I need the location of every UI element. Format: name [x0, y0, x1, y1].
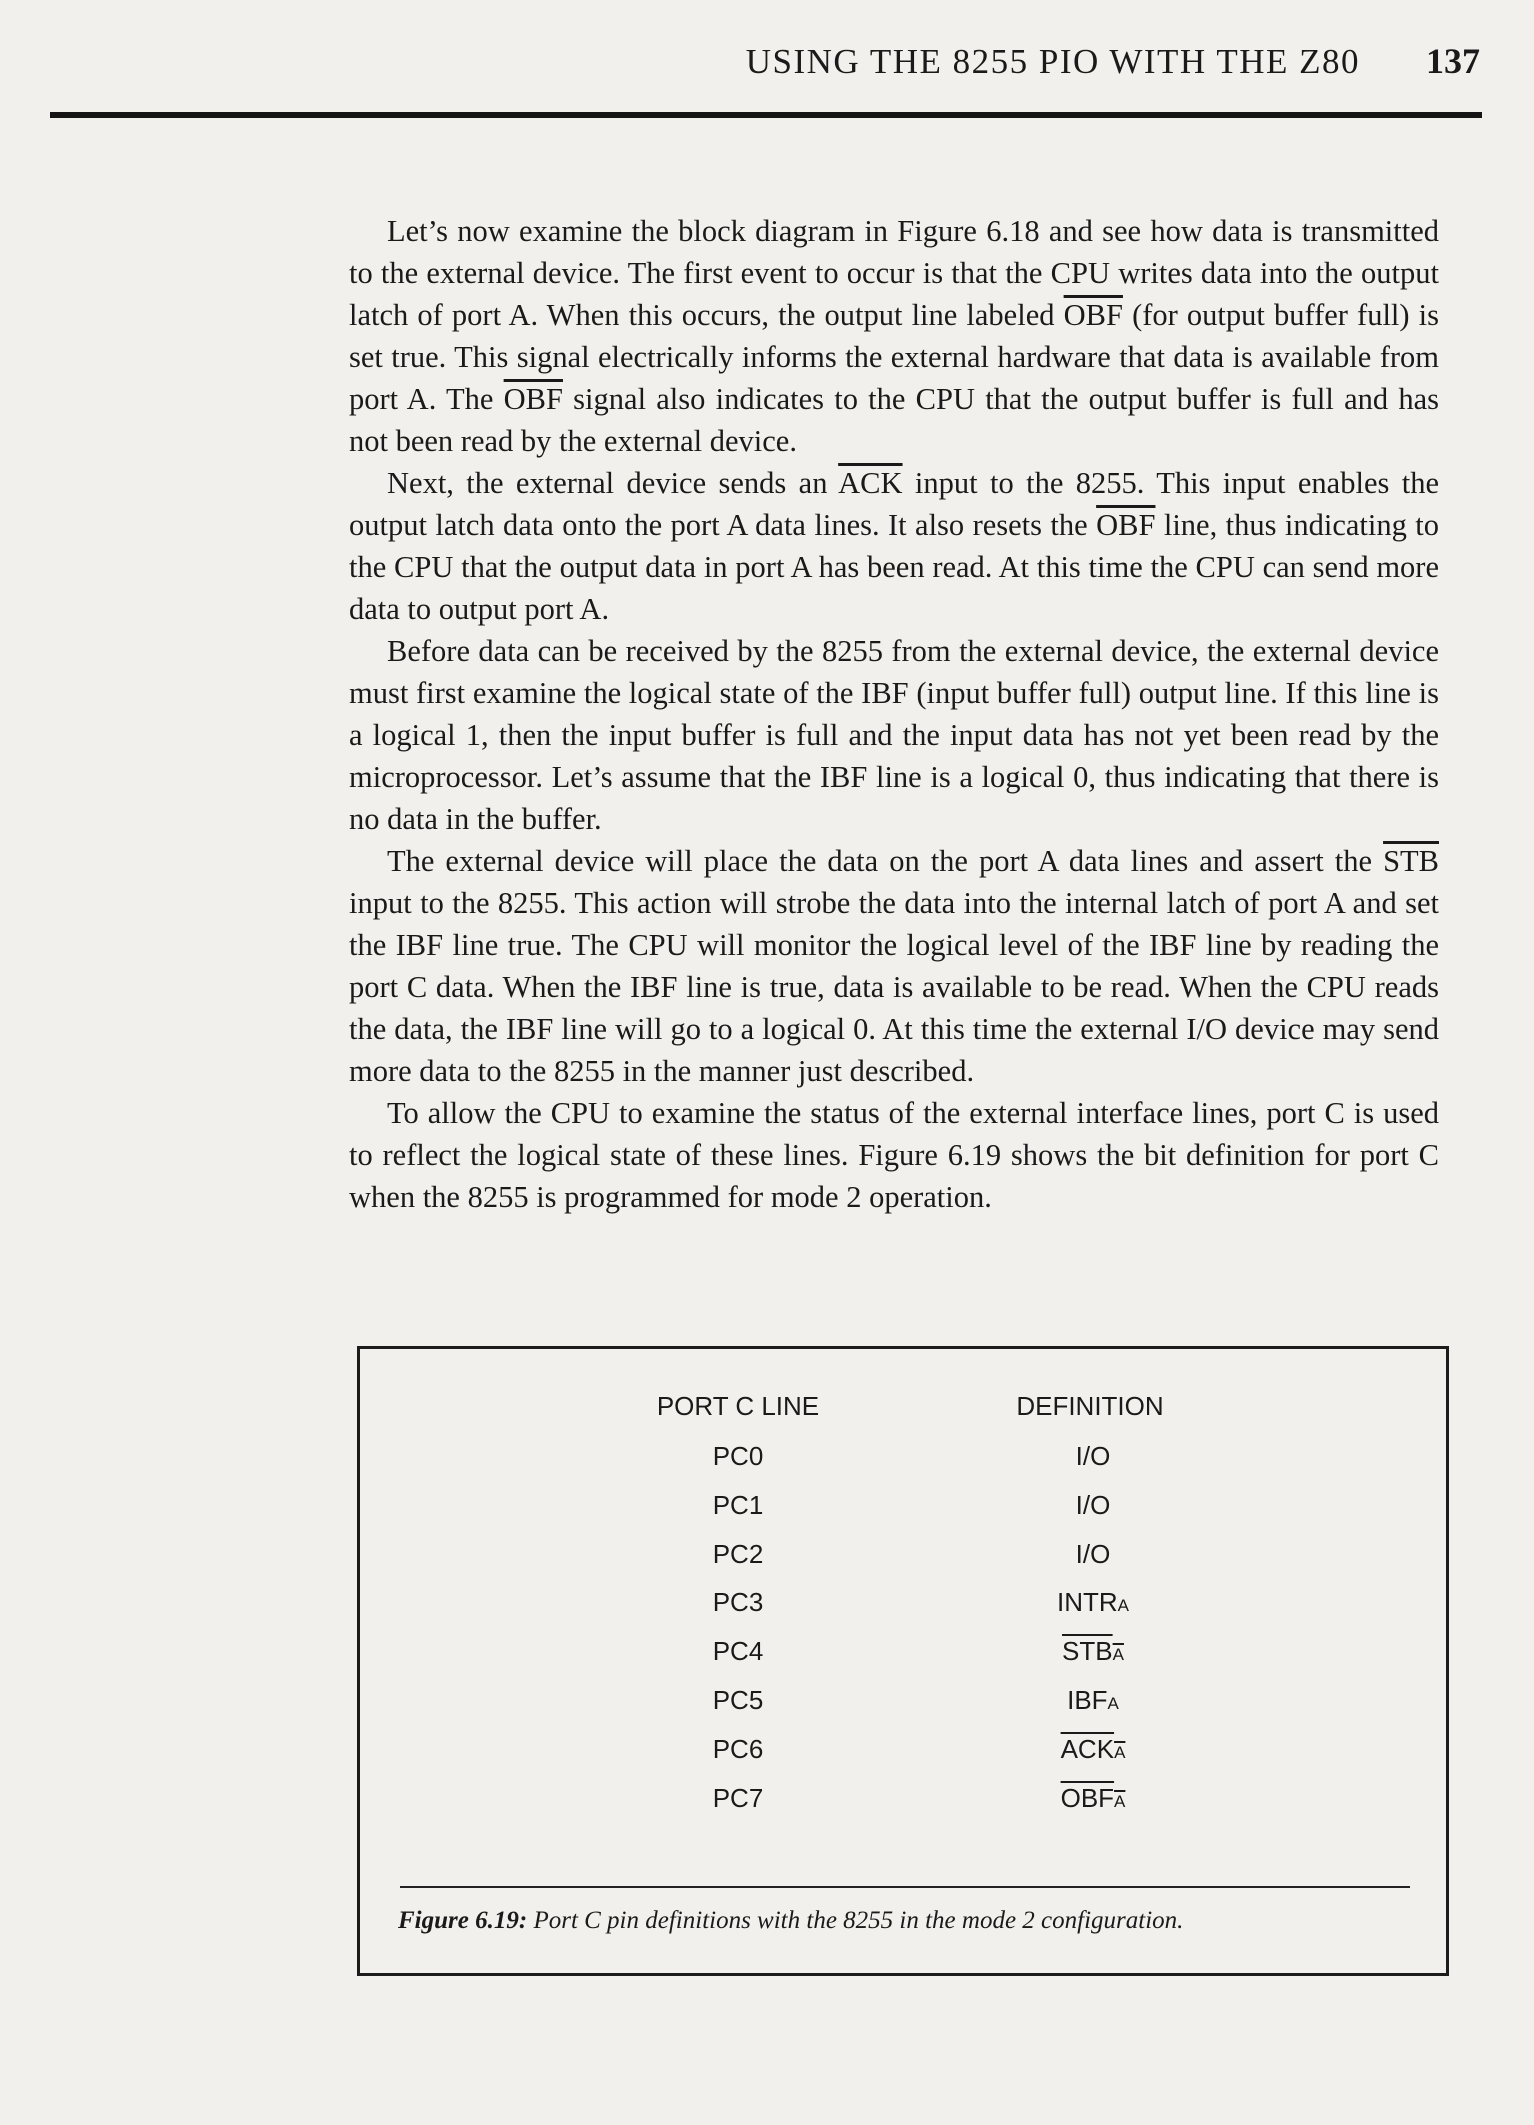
pin-definition-signal: I/O	[1075, 1489, 1111, 1520]
pin-line: PC1	[712, 1489, 764, 1520]
paragraph	[349, 1092, 1439, 1218]
signal-name-overlined: $\overline{OBF}$	[503, 382, 563, 416]
signal-name-overlined: $\overline{ACK}$	[838, 466, 903, 500]
pin-definition-signal: I/O	[1075, 1441, 1111, 1471]
figure-caption	[398, 1907, 1418, 1935]
running-title: USING THE 8255 PIO WITH THE Z80	[745, 42, 1360, 81]
pin-definition-signal: OBF	[1060, 1782, 1115, 1813]
pin-definition-signal: IBF	[1067, 1685, 1108, 1715]
pin-row	[360, 1685, 1446, 1725]
pin-definition	[1028, 1783, 1158, 1814]
page-number: 137	[1426, 41, 1480, 81]
pin-line: PC2	[712, 1538, 764, 1569]
paragraph-text: Before data can be received by the 8255 from the external device, the external device must first examine the logical state of the IBF (input buffer full) output line. If this line is a logical 1, then the input buffer is full and the input data has not yet been read by the microprocessor. Let’s assume that the IBF line is a logical 0, thus indicating that there is no data in the buffer.	[349, 634, 1439, 836]
column-header-port-c-line: PORT C LINE	[656, 1391, 820, 1421]
signal-name-overlined: $\overline{OBF}$	[1063, 298, 1123, 332]
header-rule	[50, 112, 1482, 118]
pin-definition	[1028, 1587, 1158, 1618]
signal-name-overlined: $\overline{STB}$	[1383, 844, 1439, 878]
caption-rule	[400, 1886, 1410, 1888]
pin-line: PC5	[712, 1685, 764, 1715]
pin-definition-signal: INTR	[1056, 1587, 1118, 1618]
column-header-definition: DEFINITION	[1016, 1391, 1164, 1421]
pin-definition-port-suffix: A	[1107, 1694, 1119, 1713]
pin-row	[360, 1783, 1446, 1823]
paragraph	[349, 840, 1439, 1092]
pin-line: PC6	[712, 1733, 764, 1764]
paragraph-text: input to the 8255. This action will strobe the data into the internal latch of port A and set the IBF line true. The CPU will monitor the logical level of the IBF line by reading the port C data. When the IBF line is true, data is available to be read. When the CPU reads the data, the IBF line will go to a logical 0. At this time the external I/O device may send more data to the 8255 in the manner just described.	[349, 886, 1439, 1088]
paragraph	[349, 462, 1439, 630]
figure-caption-label: Figure 6.19:	[398, 1907, 528, 1934]
pin-definition	[1028, 1441, 1158, 1472]
pin-definition	[1028, 1734, 1158, 1765]
paragraph	[349, 630, 1439, 840]
page-header	[50, 40, 1480, 100]
pin-line: PC0	[712, 1441, 764, 1471]
paragraph-text: The external device will place the data on the port A data lines and assert the	[387, 844, 1384, 878]
pin-row	[360, 1539, 1446, 1579]
pin-row	[360, 1441, 1446, 1481]
paragraph-text: Let’s now examine the block diagram in Figure 6.18 and see how data is transmitted to the external device. The first event to occur is that the CPU writes data into the output latch of port A. When this occurs, the output line labeled	[349, 214, 1439, 332]
pin-definition-signal: I/O	[1075, 1538, 1111, 1569]
pin-definition	[1028, 1490, 1158, 1521]
pin-line: PC4	[712, 1636, 764, 1667]
paragraph-text: Next, the external device sends an	[387, 466, 839, 500]
paragraph-text: (for output buffer full) is set true. This signal electrically informs the external hardware that data is available from port A. The	[349, 298, 1439, 416]
pin-line: PC3	[712, 1587, 764, 1618]
pin-row	[360, 1734, 1446, 1774]
body-text	[349, 210, 1439, 1218]
pin-definition-signal: STB	[1062, 1636, 1113, 1667]
signal-name-overlined: $\overline{OBF}$	[1096, 508, 1156, 542]
paragraph-text: To allow the CPU to examine the status of the external interface lines, port C is used to reflect the logical state of these lines. Figure 6.19 shows the bit definition for port C when the 8255 is programmed for mode 2 operation.	[349, 1096, 1439, 1214]
pin-definition-port-suffix: A	[1114, 1742, 1126, 1762]
pin-definition-port-suffix: A	[1112, 1645, 1124, 1665]
pin-definition-port-suffix: A	[1114, 1791, 1126, 1811]
pin-line: PC7	[712, 1782, 764, 1813]
paragraph-text: line, thus indicating to the CPU that the output data in port A has been read. At this time the CPU can send more data to output port A.	[349, 508, 1439, 626]
paragraph-text: input to the 8255. This input enables the output latch data onto the port A data lines. It also resets the	[349, 466, 1439, 542]
figure-caption-text: Port C pin definitions with the 8255 in the mode 2 configuration.	[527, 1907, 1184, 1934]
paragraph	[349, 210, 1439, 462]
pin-row	[360, 1587, 1446, 1627]
paragraph-text: signal also indicates to the CPU that the output buffer is full and has not been read by the external device.	[349, 382, 1440, 458]
pin-definition	[1028, 1539, 1158, 1570]
pin-definition	[1028, 1636, 1158, 1667]
figure-6-19	[357, 1346, 1449, 1976]
pin-definition-port-suffix: A	[1117, 1596, 1129, 1616]
pin-definition-signal: ACK	[1060, 1733, 1115, 1764]
pin-definition	[1028, 1685, 1158, 1716]
pin-row	[360, 1636, 1446, 1676]
pin-row	[360, 1490, 1446, 1530]
